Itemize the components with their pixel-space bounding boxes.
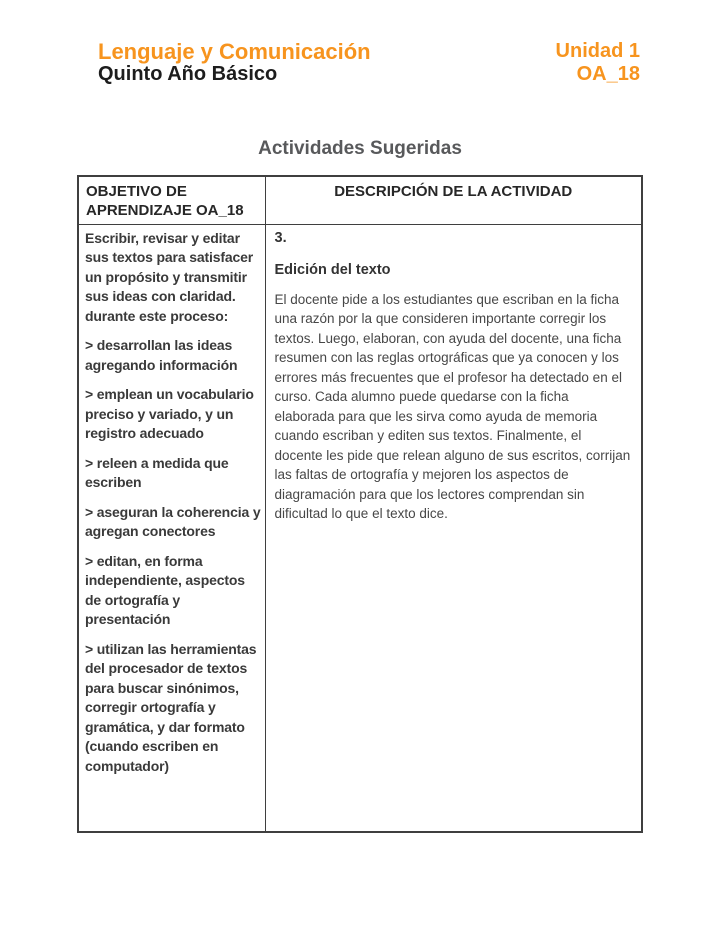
unit-label: Unidad 1 xyxy=(555,40,640,62)
objective-bullet: > releen a medida que escriben xyxy=(85,454,229,490)
doc-header-left xyxy=(98,40,371,86)
objective-bullet: > aseguran la coherencia y agregan conectores xyxy=(85,503,261,539)
activity-description: El docente pide a los estudiantes que escriban en la ficha una razón por la que consideren importante corregir los textos. Luego, elaboran, con ayuda del docente, una ficha resumen con las reglas ortográficas que ya conocen y los errores más frecuentes que el profesor ha detectado en el curso. Cada alumno puede quedarse con la ficha elaborada para que les sirva como ayuda de memoria cuando escriban y editen sus textos. Finalmente, el docente les pide que relean alguno de sus escritos, corrijan las faltas de ortografía y mejoren los aspectos de diagramación para que los lectores comprendan sin dificultad lo que el texto dice. xyxy=(274,291,631,521)
activity-cell xyxy=(265,224,642,832)
doc-header-right xyxy=(556,40,640,86)
objective-cell xyxy=(78,224,265,832)
course-title: Lenguaje y Comunicación xyxy=(98,39,371,64)
doc-header xyxy=(0,0,720,86)
objective-bullet: > utilizan las herramientas del procesador de textos para buscar sinónimos, corregir ortografía y gramática, y dar formato (cuando escriben en computador) xyxy=(85,640,257,774)
objective-bullet: > editan, en forma independiente, aspectos de ortografía y presentación xyxy=(85,552,245,627)
activity-number: 3. xyxy=(274,229,287,246)
objective-bullet: > desarrollan las ideas agregando información xyxy=(85,337,238,373)
activity-column-header: DESCRIPCIÓN DE LA ACTIVIDAD xyxy=(265,176,642,224)
objective-bullet: > emplean un vocabulario preciso y variado, y un registro adecuado xyxy=(85,386,254,441)
objective-intro: Escribir, revisar y editar sus textos para satisfacer un propósito y transmitir sus ideas con claridad. durante este proceso: xyxy=(85,229,254,324)
grade-subtitle: Quinto Año Básico xyxy=(98,63,278,85)
section-title: Actividades Sugeridas xyxy=(258,138,462,159)
oa-code-label: OA_18 xyxy=(576,63,640,85)
activities-table xyxy=(77,175,643,833)
activity-title: Edición del texto xyxy=(274,262,391,278)
table-body-row xyxy=(78,224,642,832)
table-header-row xyxy=(78,176,642,224)
objective-column-header: OBJETIVO DE APRENDIZAJE OA_18 xyxy=(78,176,265,224)
